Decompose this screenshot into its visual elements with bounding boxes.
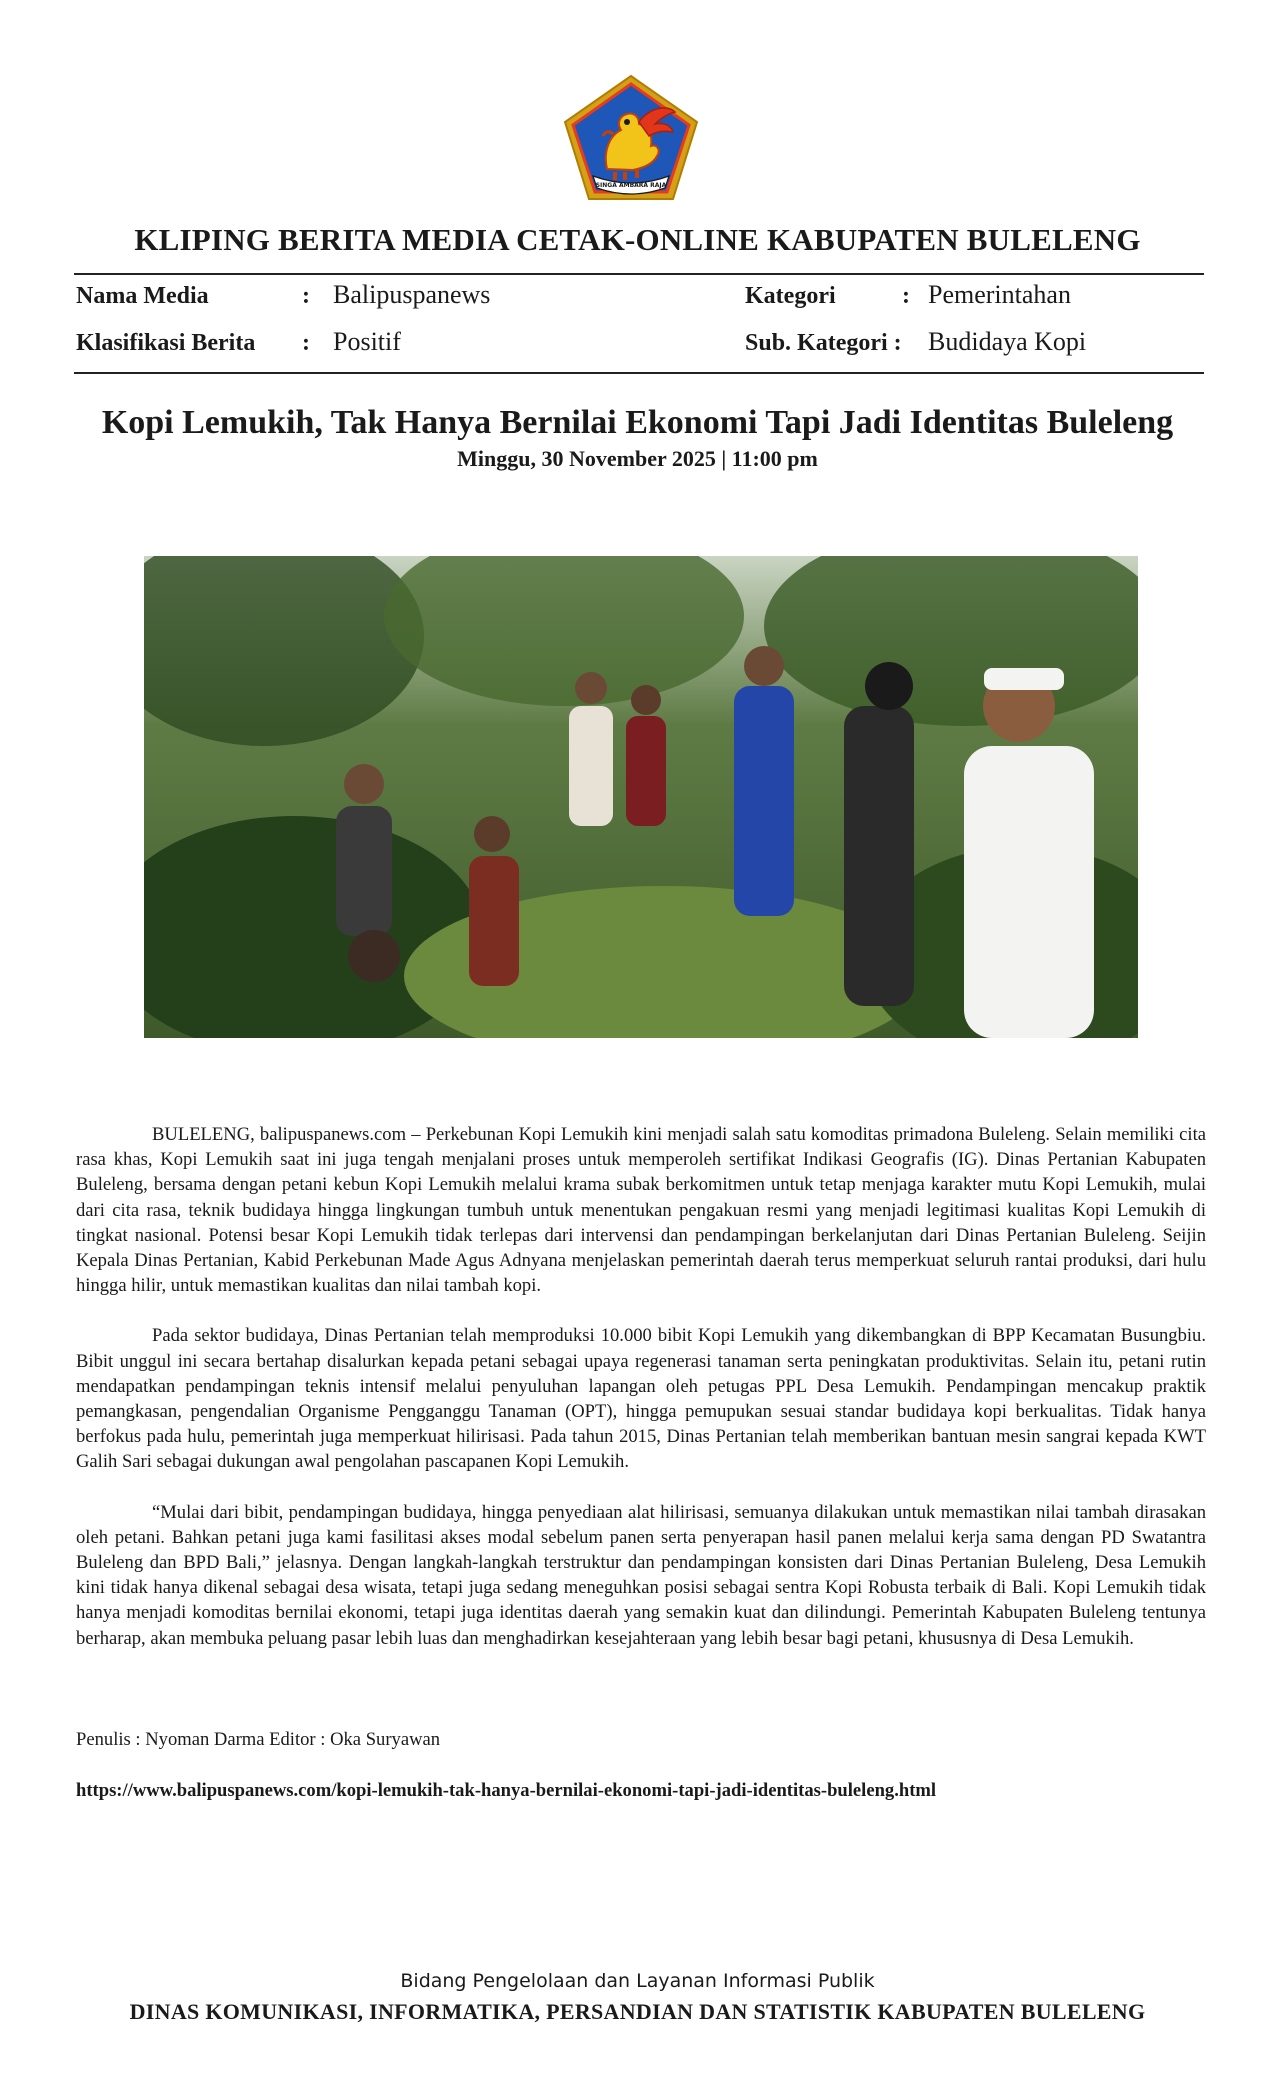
article-date: Minggu, 30 November 2025 | 11:00 pm	[457, 446, 818, 471]
category-colon: :	[902, 283, 910, 309]
header-divider-bottom	[74, 372, 1204, 374]
source-url-link[interactable]: https://www.balipuspanews.com/kopi-lemukih-tak-hanya-bernilai-ekonomi-tapi-jadi-identitas-buleleng.html	[76, 1780, 937, 1801]
buleleng-regency-emblem-icon	[563, 74, 699, 201]
media-name-colon: :	[302, 283, 310, 309]
classification-label: Klasifikasi Berita	[76, 330, 256, 356]
clipping-heading: KLIPING BERITA MEDIA CETAK-ONLINE KABUPATEN BULELENG	[134, 222, 1141, 257]
media-name-label: Nama Media	[76, 283, 209, 309]
media-name-value: Balipuspanews	[333, 280, 491, 309]
emblem-motto: SINGA AMBARA RAJA	[595, 182, 667, 189]
subcategory-label: Sub. Kategori :	[745, 330, 902, 356]
header-divider-top	[74, 273, 1204, 275]
footer-division: Bidang Pengelolaan dan Layanan Informasi Publik	[400, 1970, 875, 1992]
category-label: Kategori	[745, 283, 836, 309]
news-photo-coffee-plantation	[144, 556, 1138, 1038]
article-paragraph-1: BULELENG, balipuspanews.com – Perkebunan Kopi Lemukih kini menjadi salah satu komoditas primadona Buleleng. Selain memiliki cita rasa khas, Kopi Lemukih saat ini juga tengah menjalani proses untuk memperoleh sertifikat Indikasi Geografis (IG). Dinas Pertanian Kabupaten Buleleng, bersama dengan petani kebun Kopi Lemukih melalui krama subak berkomitmen untuk tetap menjaga karakter mutu Kopi Lemukih, mulai dari cita rasa, teknik budidaya hingga lingkungan tumbuh untuk menentukan pengakuan resmi yang menjadi legitimasi kualitas Kopi Lemukih di tingkat nasional. Potensi besar Kopi Lemukih tidak terlepas dari intervensi dan pendampingan berkelanjutan dari Dinas Pertanian Buleleng. Seijin Kepala Dinas Pertanian, Kabid Perkebunan Made Agus Adnyana menjelaskan pemerintah daerah terus memperkuat seluruh rantai produksi, dari hulu hingga hilir, untuk memastikan kualitas dan nilai tambah kopi.	[76, 1124, 1206, 1297]
article-title: Kopi Lemukih, Tak Hanya Bernilai Ekonomi Tapi Jadi Identitas Buleleng	[101, 404, 1174, 441]
footer-agency: DINAS KOMUNIKASI, INFORMATIKA, PERSANDIAN DAN STATISTIK KABUPATEN BULELENG	[129, 1999, 1146, 2024]
article-paragraph-3: “Mulai dari bibit, pendampingan budidaya, hingga penyediaan alat hilirisasi, semuanya dilakukan untuk memastikan nilai tambah dirasakan oleh petani. Bahkan petani juga kami fasilitasi akses modal sebelum panen serta penyerapan hasil panen melalui kerja sama dengan PD Swatantra Buleleng dan BPD Bali,” jelasnya. Dengan langkah-langkah terstruktur dan pendampingan konsisten dari Dinas Pertanian Buleleng, Desa Lemukih kini tidak hanya dikenal sebagai desa wisata, tetapi juga sedang meneguhkan posisi sebagai sentra Kopi Robusta terbaik di Bali. Kopi Lemukih tidak hanya menjadi komoditas bernilai ekonomi, tetapi juga identitas daerah yang semakin kuat dan dilindungi. Pemerintah Kabupaten Buleleng tentunya berharap, akan membuka peluang pasar lebih luas dan menghadirkan kesejahteraan yang lebih besar bagi petani, khususnya di Desa Lemukih.	[76, 1501, 1206, 1649]
news-photo	[144, 556, 1138, 1038]
subcategory-value: Budidaya Kopi	[928, 327, 1087, 356]
article-paragraph-2: Pada sektor budidaya, Dinas Pertanian telah memproduksi 10.000 bibit Kopi Lemukih yang dikembangkan di BPP Kecamatan Busungbiu. Bibit unggul ini secara bertahap disalurkan kepada petani sebagai upaya regenerasi tanaman serta peningkatan produktivitas. Selain itu, petani rutin mendapatkan pendampingan teknis intensif melalui penyuluhan lapangan oleh petugas PPL Desa Lemukih. Pendampingan mencakup praktik pemangkasan, pengendalian Organisme Pengganggu Tanaman (OPT), hingga pemupukan sesuai standar budidaya kopi berkualitas. Tidak hanya berfokus pada hulu, pemerintah juga memperkuat hilirisasi. Pada tahun 2015, Dinas Pertanian telah memberikan bantuan mesin sangrai kepada KWT Galih Sari sebagai dukungan awal pengolahan pascapanen Kopi Lemukih.	[76, 1325, 1206, 1473]
buleleng-emblem-logo	[563, 74, 699, 201]
article-body	[76, 1122, 1206, 1676]
category-value: Pemerintahan	[928, 280, 1071, 309]
classification-colon: :	[302, 330, 310, 356]
classification-value: Positif	[333, 327, 401, 356]
article-credits: Penulis : Nyoman Darma Editor : Oka Suryawan	[76, 1729, 441, 1750]
